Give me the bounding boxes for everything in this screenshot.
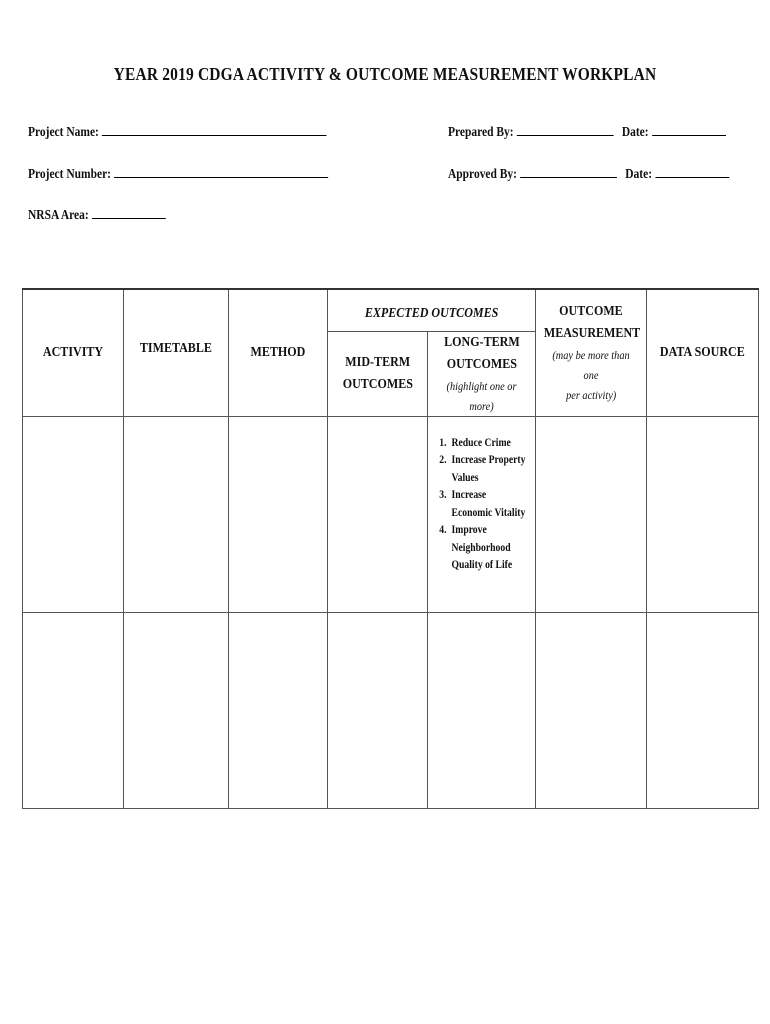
list-item[interactable]: 3. Increase Economic Vitality [439, 489, 526, 519]
outcome-measurement-note1: (may be more than one [552, 347, 630, 382]
long-term-note: (highlight one or more) [446, 378, 517, 413]
mid-term-cell[interactable] [328, 612, 428, 808]
data-source-header: DATA SOURCE [647, 289, 759, 416]
project-name-row [28, 121, 327, 141]
list-item[interactable]: 2. Increase Property Values [439, 454, 526, 484]
list-item[interactable]: 1. Reduce Crime [439, 436, 511, 449]
long-term-options-cell [428, 416, 536, 612]
outcome-measurement-header [536, 289, 647, 416]
activity-header: ACTIVITY [23, 289, 124, 416]
date-label-1: Date: [621, 125, 649, 140]
activity-cell[interactable] [23, 612, 124, 808]
approved-by-label: Approved By: [448, 167, 518, 182]
long-term-cell[interactable] [428, 612, 536, 808]
method-cell[interactable] [229, 416, 328, 612]
timetable-cell[interactable] [124, 416, 229, 612]
project-name-field[interactable] [102, 121, 327, 136]
date-label-2: Date: [625, 167, 653, 182]
method-header: METHOD [229, 289, 328, 416]
project-number-label: Project Number: [28, 167, 111, 182]
timetable-cell[interactable] [124, 612, 229, 808]
document-title: YEAR 2019 CDGA ACTIVITY & OUTCOME MEASUREMENT WORKPLAN [113, 64, 657, 84]
list-item[interactable]: 4. Improve Neighborhood Quality of Life [439, 524, 513, 571]
outcome-measurement-note2: per activity) [565, 387, 617, 402]
prepared-by-row [448, 121, 726, 141]
method-cell[interactable] [229, 612, 328, 808]
expected-outcomes-header: EXPECTED OUTCOMES [328, 289, 536, 331]
prepared-by-label: Prepared By: [448, 125, 514, 140]
long-term-line2: OUTCOMES [446, 356, 517, 372]
outcome-measurement-cell[interactable] [536, 416, 647, 612]
approved-by-field[interactable] [520, 163, 617, 178]
project-number-row [28, 163, 328, 183]
activity-cell[interactable] [23, 416, 124, 612]
mid-term-line2: OUTCOMES [342, 376, 413, 392]
mid-term-cell[interactable] [328, 416, 428, 612]
nrsa-area-label: NRSA Area: [28, 208, 89, 223]
prepared-by-field[interactable] [517, 121, 614, 136]
mid-term-outcomes-header [328, 331, 428, 416]
nrsa-area-row [28, 204, 166, 224]
data-source-cell[interactable] [647, 612, 759, 808]
table-row [23, 416, 759, 612]
date-field-1[interactable] [652, 121, 726, 136]
outcome-measurement-line2: MEASUREMENT [543, 325, 641, 341]
outcome-measurement-line1: OUTCOME [559, 303, 623, 319]
mid-term-line1: MID-TERM [345, 354, 410, 370]
long-term-options-list [428, 435, 535, 575]
long-term-line1: LONG-TERM [443, 334, 520, 350]
data-source-cell[interactable] [647, 416, 759, 612]
project-name-label: Project Name: [28, 125, 99, 140]
long-term-outcomes-header [428, 331, 536, 416]
table-row [23, 612, 759, 808]
project-number-field[interactable] [114, 163, 328, 178]
date-field-2[interactable] [655, 163, 729, 178]
approved-by-row [448, 163, 729, 183]
timetable-header: TIMETABLE [124, 289, 229, 416]
workplan-table [22, 288, 759, 809]
outcome-measurement-cell[interactable] [536, 612, 647, 808]
nrsa-area-field[interactable] [92, 204, 166, 219]
